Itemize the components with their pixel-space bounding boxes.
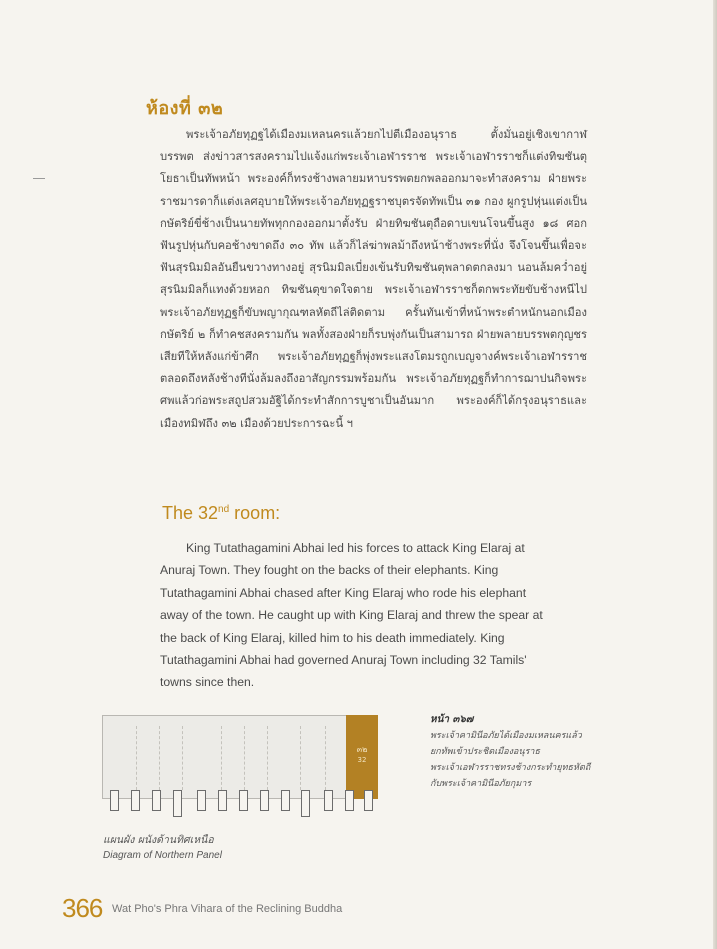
panel-divider [300, 726, 301, 790]
side-note-line: พระเจ้าคามินีอภัยได้เมืองมเหลนครแล้ว [430, 731, 582, 741]
panel-divider [325, 726, 326, 790]
diagram-panel [102, 715, 378, 799]
pillar [301, 790, 310, 817]
pillar [260, 790, 269, 811]
panel-divider [267, 726, 268, 790]
pillar [173, 790, 182, 817]
side-note [430, 712, 620, 792]
panel-divider [159, 726, 160, 790]
highlighted-room-cell [346, 715, 378, 799]
running-title: Wat Pho's Phra Vihara of the Reclining Buddha [112, 903, 343, 915]
pillar [218, 790, 227, 811]
panel-divider [244, 726, 245, 790]
northern-panel-diagram [102, 715, 378, 817]
panel-divider [136, 726, 137, 790]
side-note-line: กับพระเจ้าคามินีอภัยกุมาร [430, 779, 532, 789]
highlighted-room-thai-label: ๓๒ [356, 745, 368, 754]
side-note-line: พระเจ้าเอฬารราชทรงช้างกระทำยุทธหัตถี [430, 763, 591, 773]
english-section-heading [162, 503, 280, 524]
pillar [345, 790, 354, 811]
side-note-line: ยกทัพเข้าประชิดเมืองอนุราธ [430, 747, 540, 757]
diagram-caption-thai: แผนผัง ผนังด้านทิศเหนือ [103, 834, 214, 846]
margin-mark [33, 178, 45, 179]
pillar [110, 790, 119, 811]
heading-word: room: [229, 503, 281, 523]
pillar [131, 790, 140, 811]
heading-ordinal-suffix: nd [218, 504, 230, 515]
side-note-title: หน้า ๓๖๗ [430, 714, 474, 725]
pillar [152, 790, 161, 811]
pillar [364, 790, 373, 811]
panel-divider [182, 726, 183, 790]
pillar [197, 790, 206, 811]
page-number: 366 [62, 893, 103, 923]
thai-section-body: พระเจ้าอภัยทุฏฐได้เมืองมเหลนครแล้วยกไปตีเมืองอนุราธ ตั้งมั่นอยู่เชิงเขากาฬบรรพต ส่งข่าวสารสงครามไปแจ้งแก่พระเจ้าเอฬารราช พระเจ้าเอฬารราชก็แต่งทิฆชันตุโยธาเป็นทัพหน้า พระองค์ก็ทรงช้างพลายมหาบรรพตยกพลออกมาจะทำสงคราม ฝ่ายพระราชมารดาก็แต่งเลศอุบายให้พระเจ้าอภัยทุฏฐราชบุตรจัดทัพเป็น ๓๑ กอง ผูกรูปหุ่นแต่งเป็นกษัตริย์ขี่ช้างเป็นนายทัพทุกกองออกมาตั้งรับ ฝ่ายทิฆชันตุถือดาบเขนโจนขึ้นสูง ๑๘ ศอก ฟันรูปหุ่นกับคอช้างขาดถึง ๓๐ ทัพ แล้วก็ไล่ฆ่าพลม้าถึงหน้าช้างพระที่นั่ง จึงโจนขึ้นเพื่อจะฟันสุรนิมมิลอันยืนขวางทางอยู่ สุรนิมมิลเบี่ยงเข้นรับทิฆชันตุพลาดตกลงมา นอนล้มคว่ำอยู่สุรนิมมิลก็แทงด้วยหอก ทิฆชันตุขาดใจตาย พระเจ้าเอฬารราชก็ตกพระทัยขับช้างหนีไป พระเจ้าอภัยทุฏฐก็ขับพญากุณฑลหัตถีไล่ติดตาม ครั้นทันเข้าที่หน้าพระตำหนักนอกเมือง กษัตริย์ ๒ ก็ทำคชสงครามกัน พลทั้งสองฝ่ายก็รบพุ่งกันเป็นสามารถ ฝ่ายพลายบรรพตกุญชรเสียทีให้หลังแก่ข้าศึก พระเจ้าอภัยทุฏฐก็พุ่งพระแสงโตมรถูกเบญจางค์พระเจ้าเอฬารราชตลอดถึงหลังช้างทีนั่งล้มลงถึงอาสัญกรรมพร้อมกัน พระเจ้าอภัยทุฏฐก็ทำการฌาปนกิจพระศพแล้วก่อพระสถูปสวมอัฐิได้กระทำสักการบูชาเป็นอันมาก พระองค์ก็ได้กรุงอนุราธและเมืองทมิฬถึง ๓๒ เมืองด้วยประการฉะนี้ ฯ [160, 128, 587, 430]
pillar [281, 790, 290, 811]
pillar [239, 790, 248, 811]
pillar [324, 790, 333, 811]
page-edge [713, 0, 717, 949]
thai-section-heading: ห้องที่ ๓๒ [146, 98, 224, 119]
pillar-row [102, 790, 378, 817]
english-section-body: King Tutathagamini Abhai led his forces to attack King Elaraj at Anuraj Town. They fought on the backs of their elephants. King Tutathagamini Abhai chased after King Elaraj who rode his elephant away of the town. He caught up with King Elaraj and threw the spear at the back of King Elaraj, killed him to his death immediately. King Tutathagamini Abhai had governed Anuraj Town including 32 Tamils' towns since then. [160, 541, 543, 690]
diagram-caption-english: Diagram of Northern Panel [103, 850, 222, 861]
panel-divider [221, 726, 222, 790]
highlighted-room-number: 32 [357, 756, 367, 764]
heading-number: The 32 [162, 503, 219, 523]
